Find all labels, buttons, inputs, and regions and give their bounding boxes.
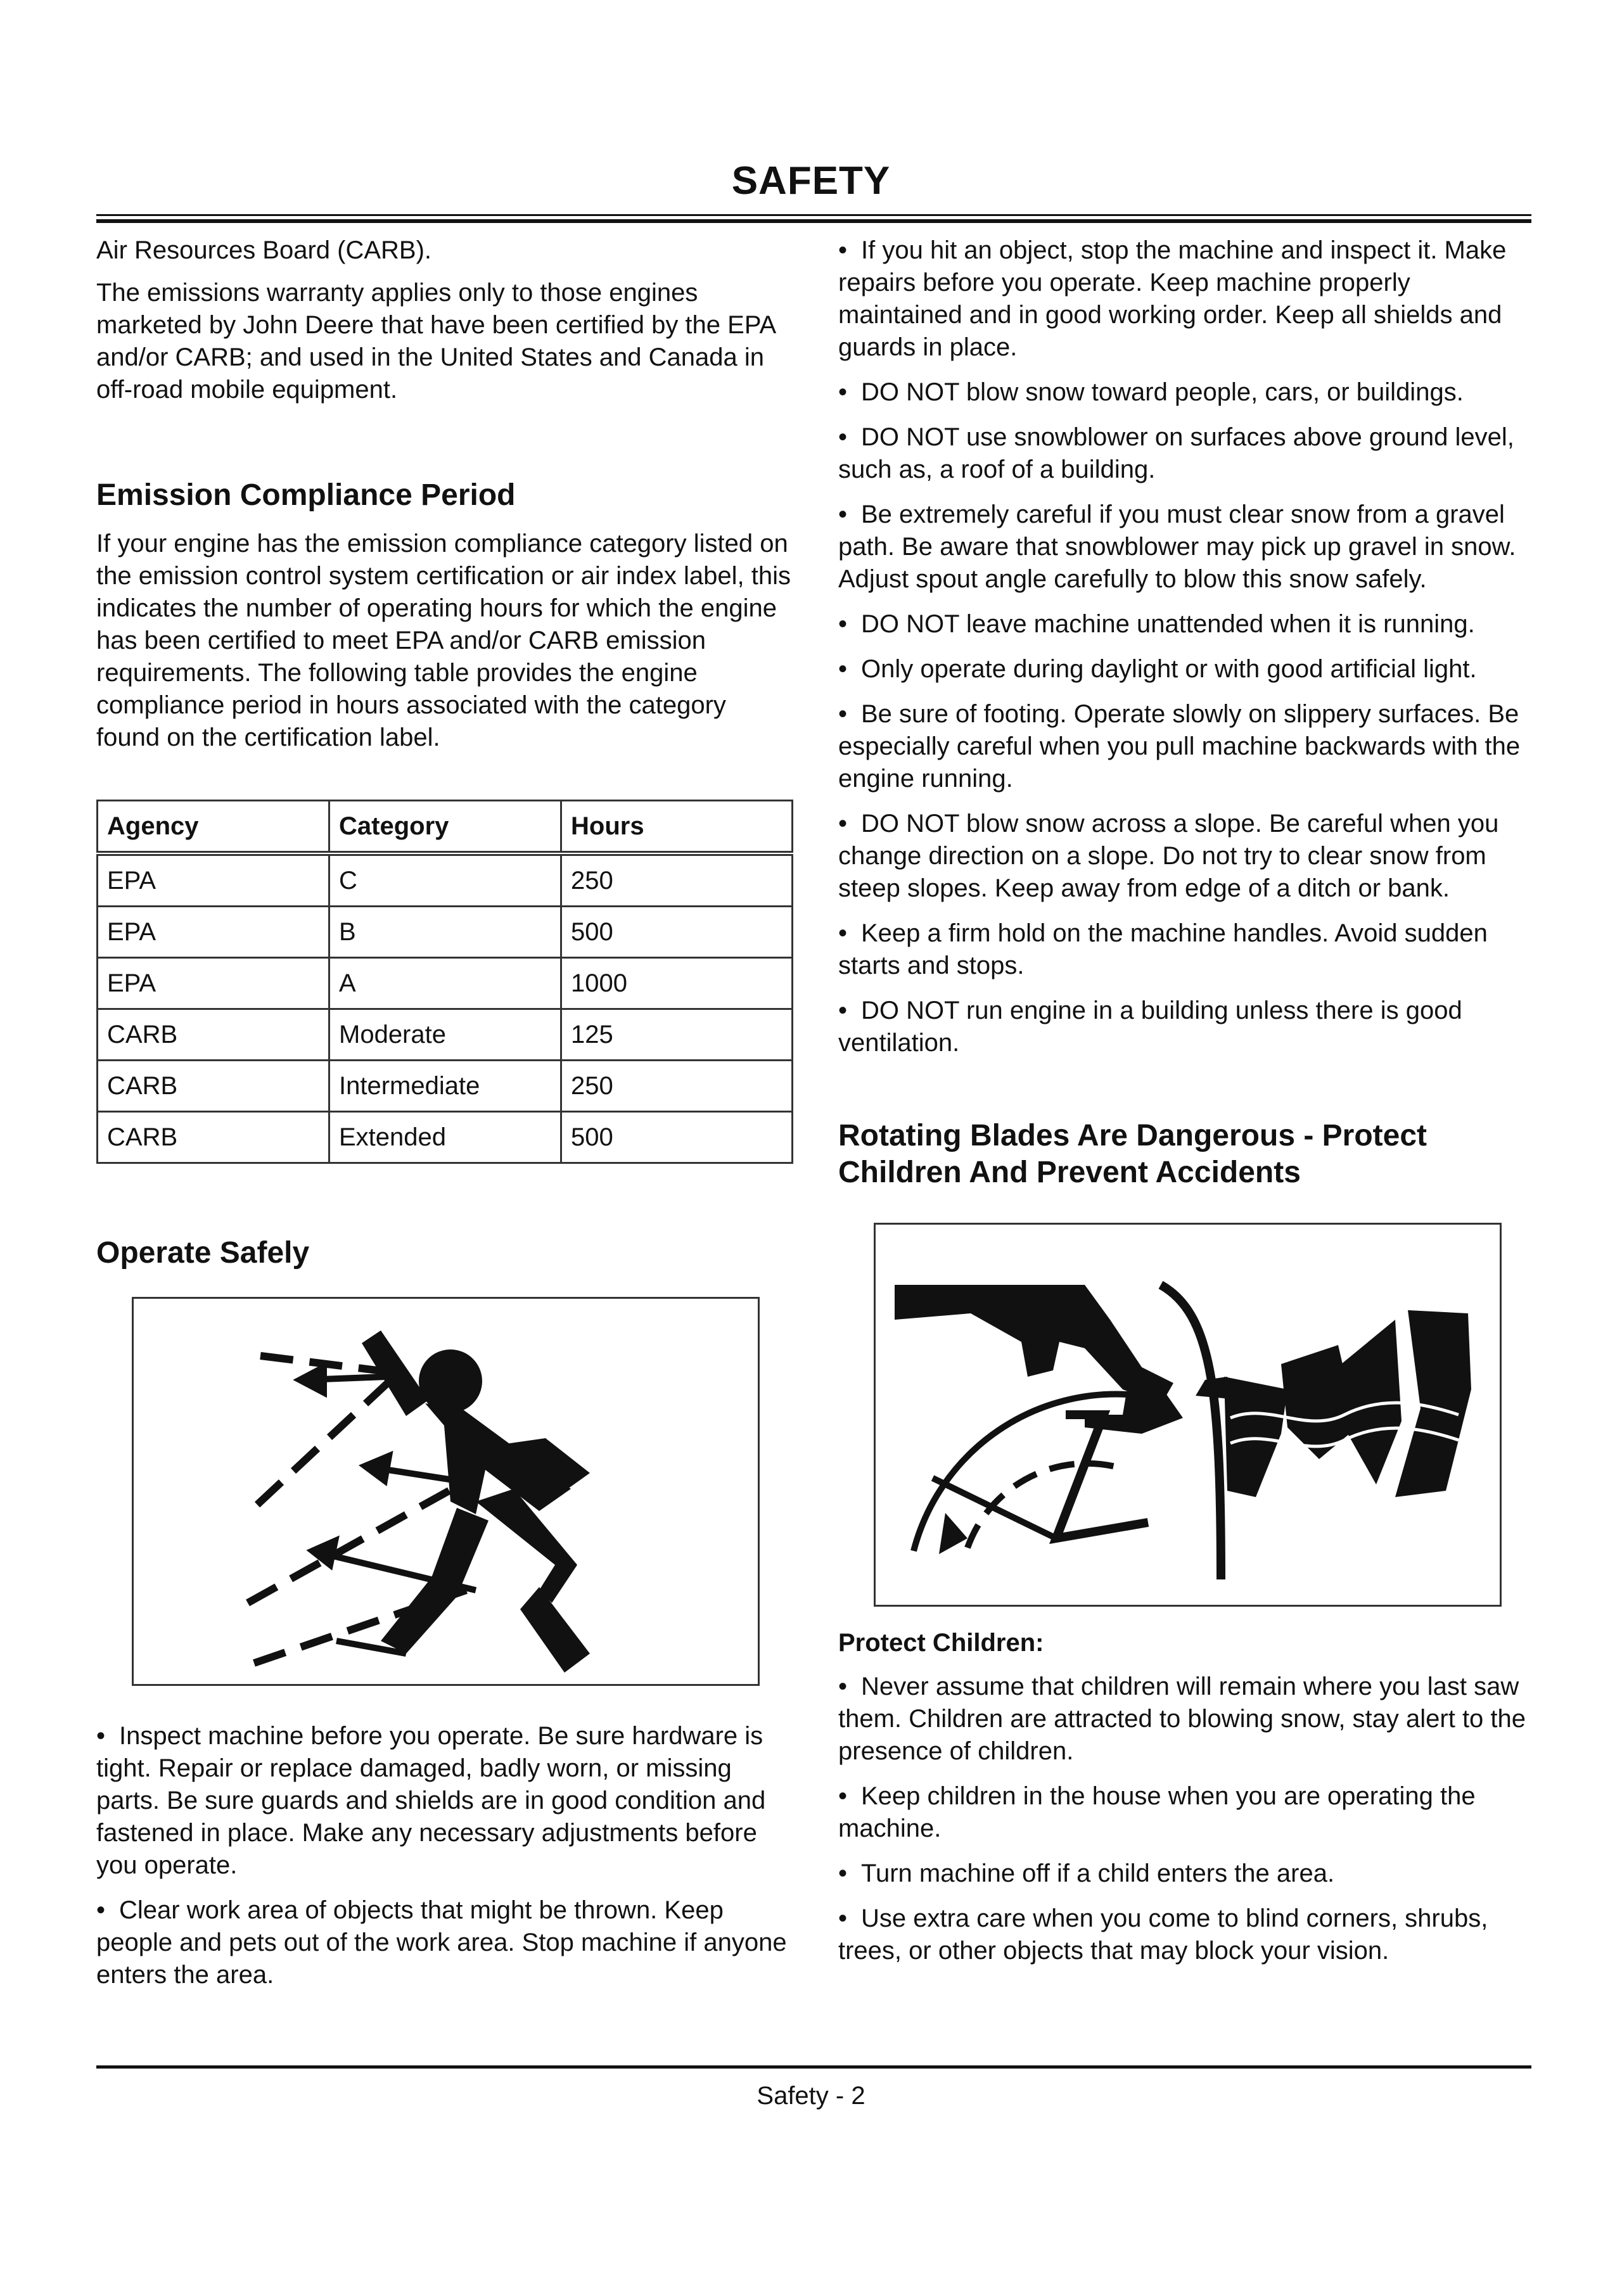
table-header-cell: Agency: [98, 801, 329, 854]
bullet-text: Keep a firm hold on the machine handles. Avoid sudden starts and stops.: [838, 919, 1488, 979]
table-cell: B: [329, 907, 561, 958]
bullet-symbol: •: [838, 700, 848, 728]
bullet-symbol: •: [838, 610, 848, 638]
bullet-text: Keep children in the house when you are operating the machine.: [838, 1782, 1476, 1842]
table-header-row: [98, 801, 793, 854]
table-header-cell: Category: [329, 801, 561, 854]
bullet-symbol: •: [838, 236, 848, 264]
table-cell: CARB: [98, 1061, 329, 1112]
emission-paragraph: If your engine has the emission compliance category listed on the emission control system certification or air index label, this indicates the number of operating hours for which the engine has been certified to meet EPA and/or CARB emission requirements. The following table provides the engine compliance period in hours associated with the category found on the certification label.: [96, 530, 791, 751]
rotating-blades-heading: Rotating Blades Are Dangerous - Protect Children And Prevent Accidents: [838, 1119, 1427, 1189]
bullet-text: DO NOT blow snow toward people, cars, or buildings.: [861, 378, 1464, 406]
bullet-text: DO NOT blow snow across a slope. Be careful when you change direction on a slope. Do not try to clear snow from steep slopes. Keep away from edge of a ditch or bank.: [838, 810, 1499, 902]
protect-children-heading: Protect Children:: [838, 1629, 1044, 1657]
thrown-objects-illustration: [132, 1297, 760, 1686]
intro-paragraph: The emissions warranty applies only to those engines marketed by John Deere that have been certified by the EPA and/or CARB; and used in the United States and Canada in off-road mobile equipment.: [96, 279, 776, 404]
footer-rule: [96, 2065, 1531, 2069]
bullet-text: If you hit an object, stop the machine and inspect it. Make repairs before you operate. Keep machine properly maintained and in good working order. Keep all shields and guards in place.: [838, 236, 1507, 361]
bullet-symbol: •: [838, 997, 848, 1024]
table-cell: CARB: [98, 1009, 329, 1061]
safety-bullet: [838, 499, 1535, 596]
bullet-text: Only operate during daylight or with good artificial light.: [861, 655, 1477, 683]
bullet-text: DO NOT use snowblower on surfaces above ground level, such as, a roof of a building.: [838, 423, 1514, 483]
operate-bullet: [96, 1894, 793, 1991]
safety-bullet: [838, 995, 1535, 1059]
table-cell: EPA: [98, 853, 329, 907]
table-cell: EPA: [98, 907, 329, 958]
safety-bullet: [838, 376, 1535, 409]
table-row: [98, 907, 793, 958]
protect-bullet: [838, 1671, 1535, 1768]
safety-bullet: [838, 808, 1535, 905]
table-cell: Intermediate: [329, 1061, 561, 1112]
rotating-blades-svg: [876, 1225, 1500, 1605]
page-number: Safety - 2: [757, 2082, 865, 2110]
bullet-symbol: •: [838, 1859, 848, 1887]
bullet-symbol: •: [838, 919, 848, 947]
bullet-text: Be extremely careful if you must clear snow from a gravel path. Be aware that snowblower may pick up gravel in snow. Adjust spout angle carefully to blow this snow safely.: [838, 501, 1516, 593]
table-cell: A: [329, 958, 561, 1009]
bullet-text: Clear work area of objects that might be thrown. Keep people and pets out of the work area. Stop machine if anyone enters the area.: [96, 1896, 787, 1989]
safety-bullet: [838, 698, 1535, 795]
table-row: [98, 1112, 793, 1163]
bullet-text: DO NOT run engine in a building unless there is good ventilation.: [838, 997, 1462, 1057]
right-column: [838, 234, 1535, 1980]
table-cell: Moderate: [329, 1009, 561, 1061]
table-cell: CARB: [98, 1112, 329, 1163]
header-rule: [96, 214, 1531, 216]
page-title: SAFETY: [731, 159, 891, 203]
bullet-symbol: •: [838, 810, 848, 838]
thrown-objects-svg: [134, 1299, 758, 1684]
safety-bullet: [838, 608, 1535, 641]
table-row: [98, 853, 793, 907]
operate-safely-heading: Operate Safely: [96, 1236, 310, 1270]
bullet-symbol: •: [838, 1904, 848, 1932]
bullet-text: Use extra care when you come to blind corners, shrubs, trees, or other objects that may block your vision.: [838, 1904, 1488, 1965]
bullet-symbol: •: [838, 1782, 848, 1810]
bullet-text: Never assume that children will remain where you last saw them. Children are attracted to blowing snow, stay alert to the presence of children.: [838, 1673, 1526, 1765]
header-rule-thick: [96, 219, 1531, 223]
bullet-text: Be sure of footing. Operate slowly on slippery surfaces. Be especially careful when you pull machine backwards with the engine running.: [838, 700, 1521, 793]
safety-bullet: [838, 234, 1535, 364]
table-cell: EPA: [98, 958, 329, 1009]
table-row: [98, 1061, 793, 1112]
bullet-symbol: •: [838, 501, 848, 528]
bullet-symbol: •: [96, 1896, 106, 1924]
emission-compliance-table: [96, 800, 793, 1164]
table-cell: Extended: [329, 1112, 561, 1163]
rotating-blades-illustration: [874, 1223, 1502, 1607]
bullet-text: Inspect machine before you operate. Be sure hardware is tight. Repair or replace damaged, badly worn, or missing parts. Be sure guards and shields are in good condition and fastened in place. Make any necessary adjustments before you operate.: [96, 1722, 766, 1879]
bullet-symbol: •: [838, 423, 848, 451]
intro-paragraph: Air Resources Board (CARB).: [96, 236, 432, 264]
bullet-text: Turn machine off if a child enters the area.: [861, 1859, 1335, 1887]
table-cell: 250: [561, 853, 793, 907]
table-header-cell: Hours: [561, 801, 793, 854]
safety-bullet: [838, 917, 1535, 982]
protect-bullet: [838, 1858, 1535, 1890]
left-column: [96, 234, 793, 2004]
safety-bullet: [838, 653, 1535, 686]
table-cell: C: [329, 853, 561, 907]
emission-heading: Emission Compliance Period: [96, 478, 516, 512]
bullet-text: DO NOT leave machine unattended when it is running.: [861, 610, 1475, 638]
table-cell: 1000: [561, 958, 793, 1009]
bullet-symbol: •: [838, 1673, 848, 1700]
protect-bullet: [838, 1780, 1535, 1845]
bullet-symbol: •: [838, 378, 848, 406]
protect-bullet: [838, 1903, 1535, 1967]
bullet-symbol: •: [96, 1722, 106, 1750]
table-row: [98, 958, 793, 1009]
operate-bullet: [96, 1720, 793, 1882]
safety-bullet: [838, 421, 1535, 486]
table-cell: 250: [561, 1061, 793, 1112]
table-cell: 500: [561, 907, 793, 958]
table-cell: 500: [561, 1112, 793, 1163]
table-cell: 125: [561, 1009, 793, 1061]
bullet-symbol: •: [838, 655, 848, 683]
table-row: [98, 1009, 793, 1061]
